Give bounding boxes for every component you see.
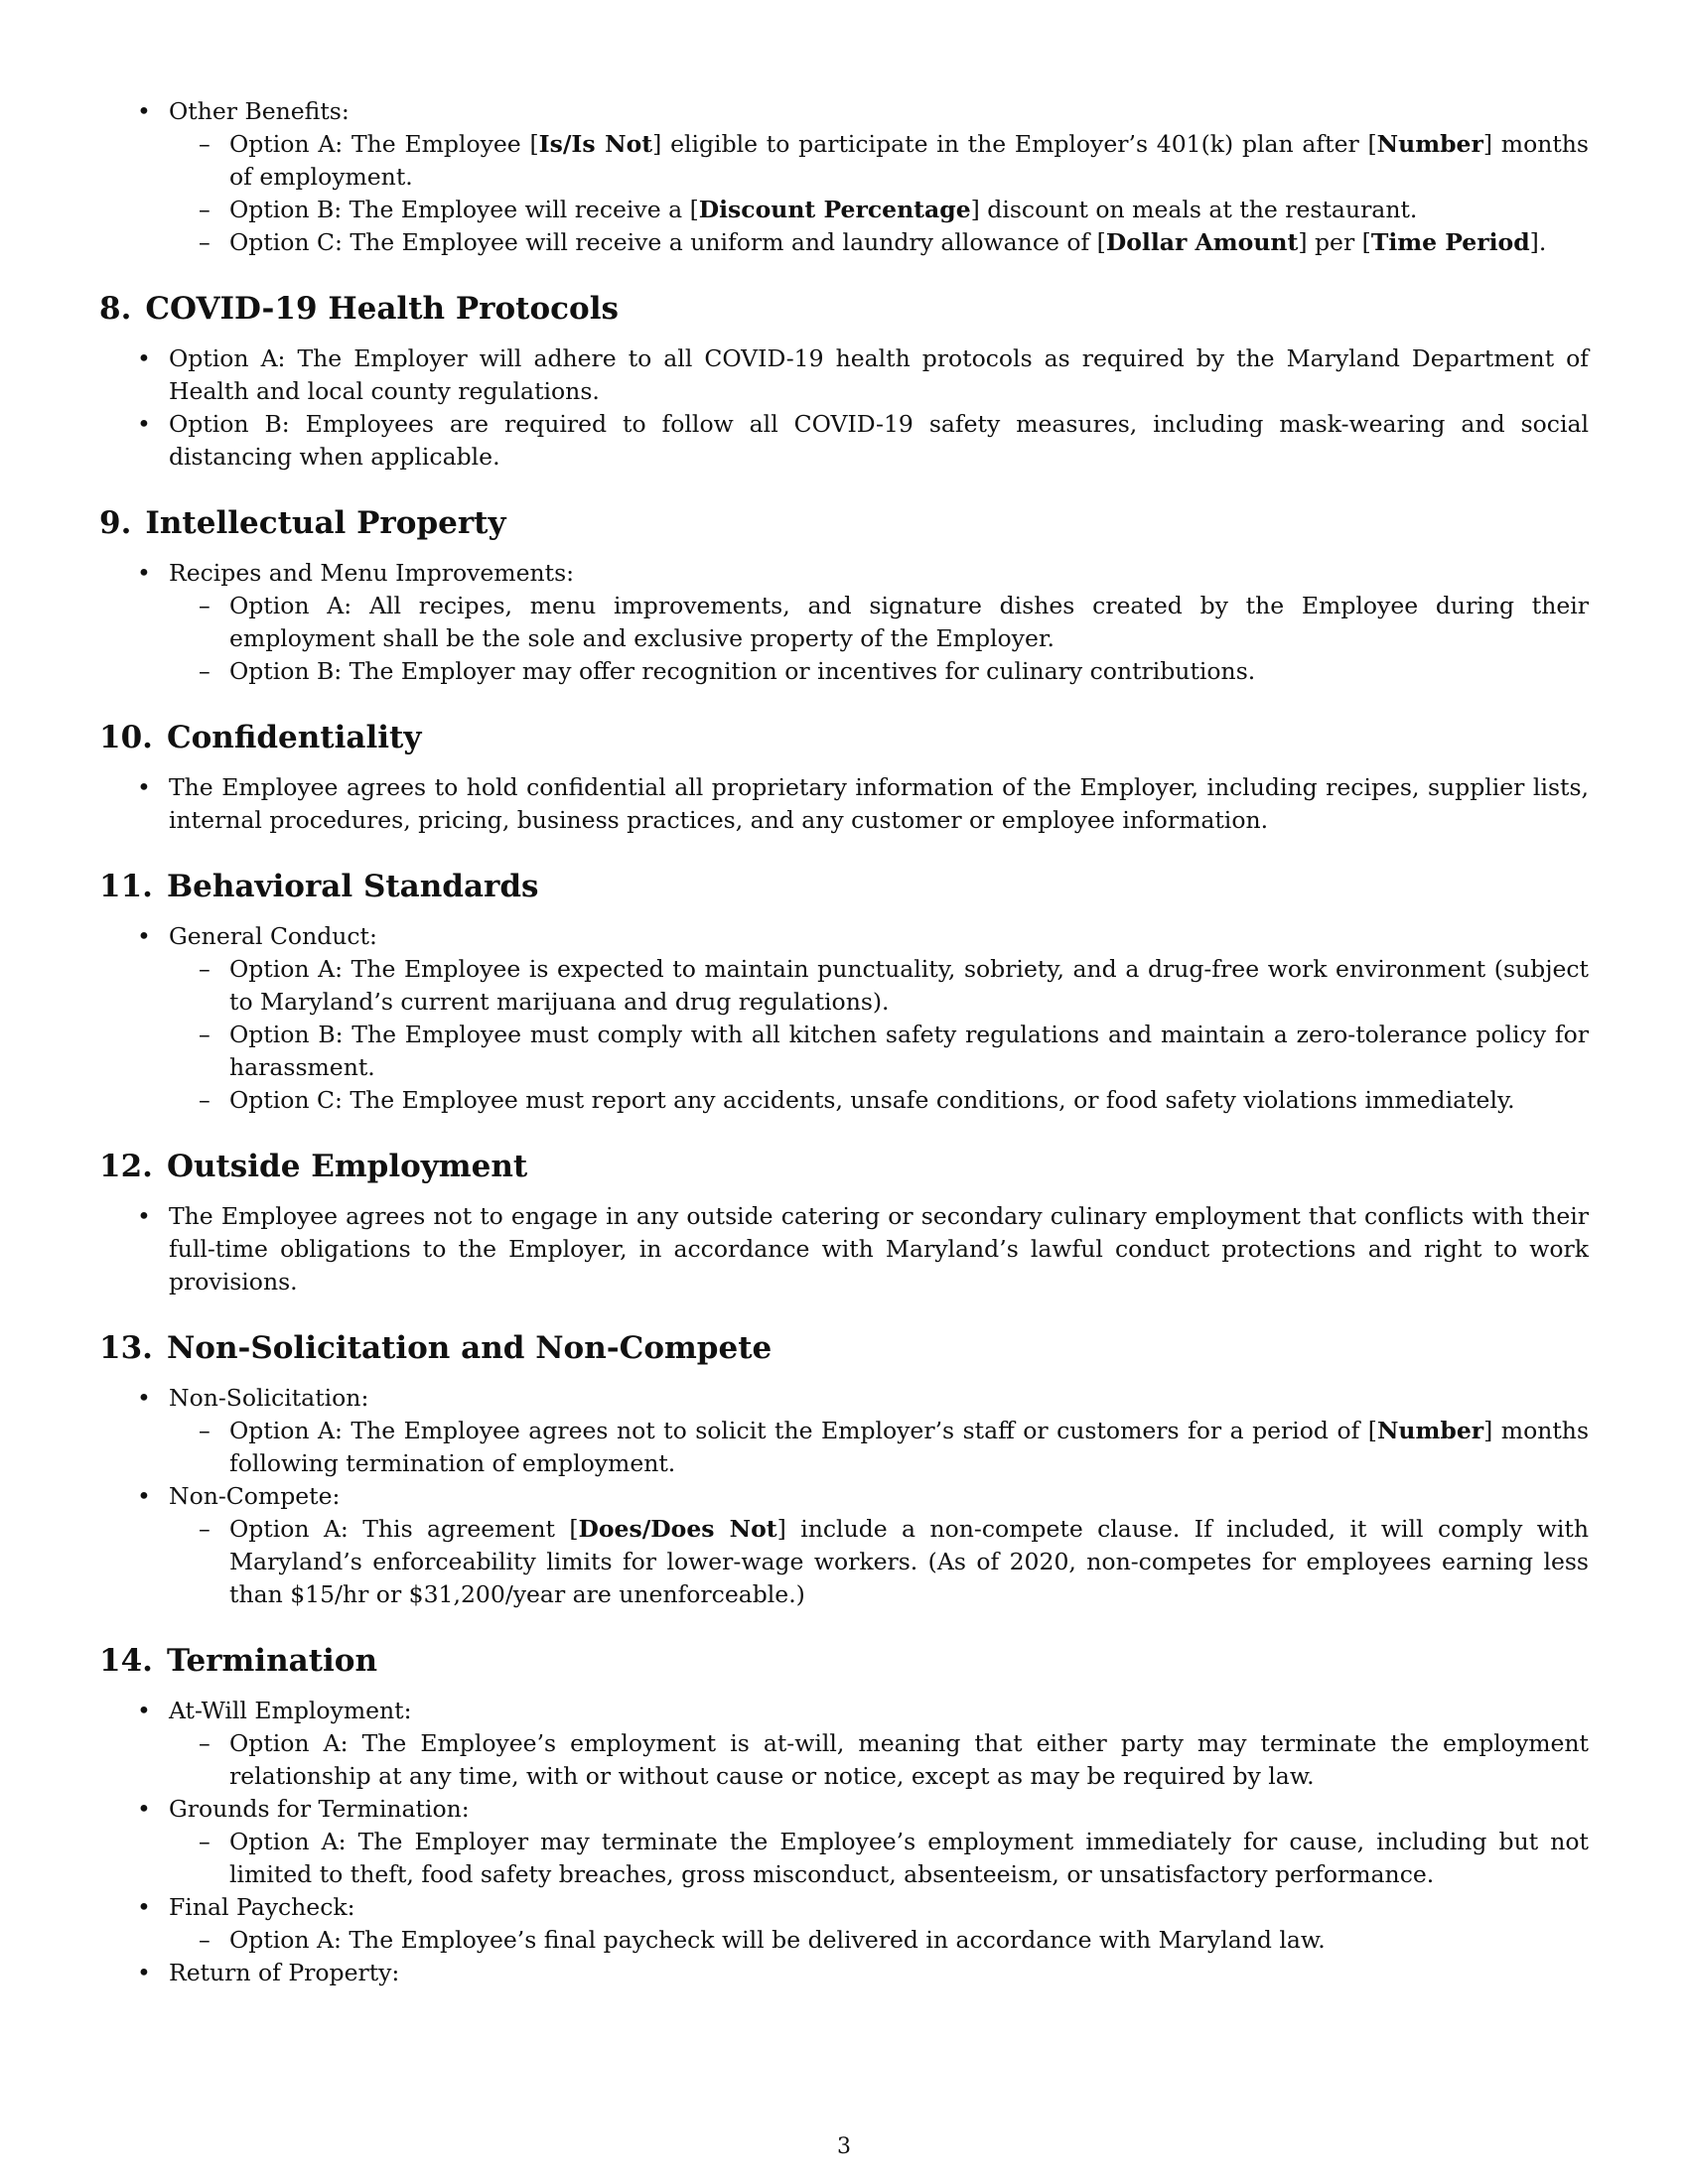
list-subitem: – Option A: The Employee [Is/Is Not] eligible to participate in the Employer’s 401(k) plan after [Number] months of employment. [229, 128, 1589, 194]
placeholder-field: Dollar Amount [1105, 228, 1299, 256]
list-subitem: – Option B: The Employer may offer recognition or incentives for culinary contributions. [229, 655, 1589, 688]
list-subitem: – Option A: All recipes, menu improvements, and signature dishes created by the Employee during their employment shall be the sole and exclusive property of the Employer. [229, 590, 1589, 655]
placeholder-field: Discount Percentage [698, 196, 971, 223]
list-item: • General Conduct: [169, 920, 1589, 953]
list-item: • The Employee agrees not to engage in any outside catering or secondary culinary employment that conflicts with their full-time obligations to the Employer, in accordance with Maryland’s lawful conduct protections and right to work provisions. [169, 1200, 1589, 1298]
section-heading-11: 11. Behavioral Standards [99, 869, 539, 904]
placeholder-field: Number [1376, 130, 1483, 158]
section-heading-10: 10. Confidentiality [99, 720, 422, 755]
list-item: • Grounds for Termination: [169, 1793, 1589, 1826]
list-item: • At-Will Employment: [169, 1695, 1589, 1727]
list-item [169, 95, 1589, 128]
section-heading-14: 14. Termination [99, 1643, 378, 1679]
list-item: • Option A: The Employer will adhere to all COVID-19 health protocols as required by the Maryland Department of Health and local county regulations. [169, 342, 1589, 408]
section-heading-8: 8. COVID-19 Health Protocols [99, 291, 619, 327]
list-item: • Option B: Employees are required to follow all COVID-19 safety measures, including mask-wearing and social distancing when applicable. [169, 408, 1589, 474]
placeholder-field: Is/Is Not [538, 130, 653, 158]
list-item: • Return of Property: [169, 1957, 1589, 1989]
placeholder-field: Time Period [1370, 228, 1530, 256]
list-subitem: – Option A: This agreement [Does/Does Not] include a non-compete clause. If included, it will comply with Maryland’s enforceability limits for lower-wage workers. (As of 2020, non-competes for employees earning less than $15/hr or $31,200/year are unenforceable.) [229, 1513, 1589, 1611]
list-subitem: – Option B: The Employee must comply with all kitchen safety regulations and maintain a zero-tolerance policy for harassment. [229, 1019, 1589, 1084]
list-subitem: – Option C: The Employee must report any accidents, unsafe conditions, or food safety violations immediately. [229, 1084, 1589, 1117]
page-number: 3 [837, 2134, 851, 2159]
section-heading-9: 9. Intellectual Property [99, 505, 506, 541]
list-item: • Non-Solicitation: [169, 1382, 1589, 1415]
list-item: • Final Paycheck: [169, 1891, 1589, 1924]
list-subitem: – Option A: The Employer may terminate the Employee’s employment immediately for cause, including but not limited to theft, food safety breaches, gross misconduct, absenteeism, or unsatisfactory performance. [229, 1826, 1589, 1891]
list-subitem: – Option B: The Employee will receive a [Discount Percentage] discount on meals at the restaurant. [229, 194, 1589, 226]
list-subitem: – Option C: The Employee will receive a uniform and laundry allowance of [Dollar Amount] per [Time Period]. [229, 226, 1589, 259]
section-heading-13: 13. Non-Solicitation and Non-Compete [99, 1330, 773, 1366]
list-subitem: – Option A: The Employee’s final paycheck will be delivered in accordance with Maryland law. [229, 1924, 1589, 1957]
placeholder-field: Number [1376, 1417, 1484, 1444]
list-subitem: – Option A: The Employee is expected to maintain punctuality, sobriety, and a drug-free work environment (subject to Maryland’s current marijuana and drug regulations). [229, 953, 1589, 1019]
placeholder-field: Does/Does Not [578, 1515, 777, 1543]
list-item: • Recipes and Menu Improvements: [169, 557, 1589, 590]
list-item: • Non-Compete: [169, 1480, 1589, 1513]
list-subitem: – Option A: The Employee’s employment is at-will, meaning that either party may terminate the employment relationship at any time, with or without cause or notice, except as may be required by law. [229, 1727, 1589, 1793]
section-heading-12: 12. Outside Employment [99, 1149, 528, 1184]
document-content [99, 95, 1589, 1989]
list-item-label: Other Benefits: [169, 97, 350, 125]
list-subitem: – Option A: The Employee agrees not to solicit the Employer’s staff or customers for a period of [Number] months following termination of employment. [229, 1415, 1589, 1480]
list-item: • The Employee agrees to hold confidential all proprietary information of the Employer, including recipes, supplier lists, internal procedures, pricing, business practices, and any customer or employee information. [169, 771, 1589, 837]
